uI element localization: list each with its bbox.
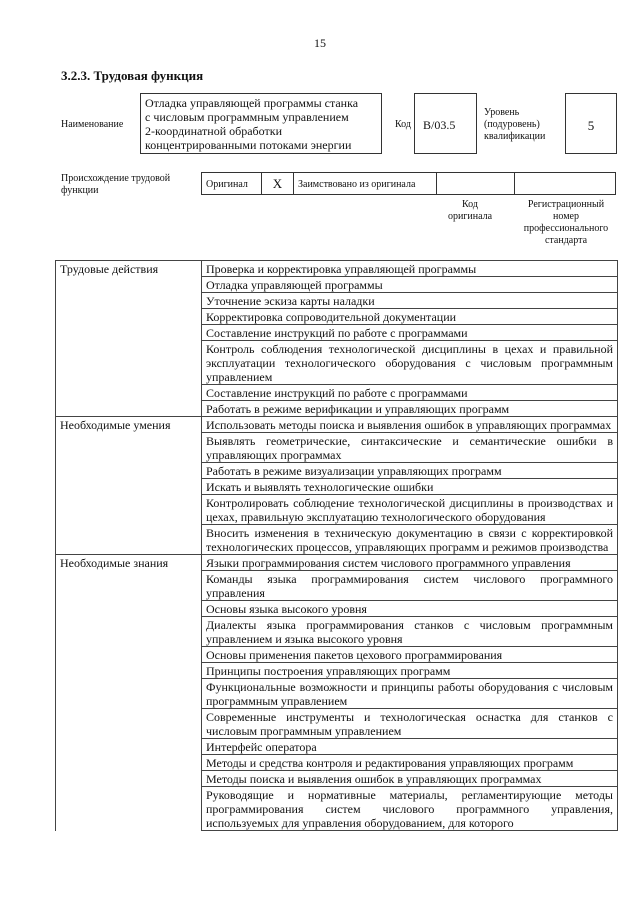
table-row: Руководящие и нормативные материалы, регламентирующие методы программирования систем числового программного управления, используемых для управления оборудованием, для которого xyxy=(202,787,618,831)
origin-label-line: Происхождение трудовой xyxy=(61,173,171,184)
function-name-box xyxy=(140,93,382,154)
table-row: Методы поиска и выявления ошибок в управляющих программах xyxy=(202,771,618,787)
table-row: Методы и средства контроля и редактирования управляющих программ xyxy=(202,755,618,771)
table-row: Составление инструкций по работе с программами xyxy=(202,325,618,341)
level-label-line: Уровень xyxy=(484,107,520,118)
table-row: Функциональные возможности и принципы работы оборудования с числовым программным управлением xyxy=(202,679,618,709)
page-number: 15 xyxy=(314,36,326,50)
original-label: Оригинал xyxy=(202,173,262,194)
table-row: Команды языка программирования систем числового программного управления xyxy=(202,571,618,601)
registration-number-cell xyxy=(515,173,615,194)
table-row: Принципы построения управляющих программ xyxy=(202,663,618,679)
origin-table xyxy=(201,172,616,195)
registration-caption xyxy=(516,199,616,247)
group-title-required-skills: Необходимые умения xyxy=(56,417,202,433)
table-row: Уточнение эскиза карты наладки xyxy=(202,293,618,309)
code-value: B/03.5 xyxy=(414,93,477,154)
table-row: Использовать методы поиска и выявления ошибок в управляющих программах xyxy=(202,417,618,433)
table-row: Выявлять геометрические, синтаксические и семантические ошибки в управляющих программах xyxy=(202,433,618,463)
origin-label xyxy=(61,173,201,197)
origin-label-line: функции xyxy=(61,185,99,196)
original-mark: X xyxy=(262,173,294,194)
table-row: Основы языка высокого уровня xyxy=(202,601,618,617)
table-row: Корректировка сопроводительной документации xyxy=(202,309,618,325)
borrowed-label: Заимствовано из оригинала xyxy=(294,173,437,194)
code-caption-line: оригинала xyxy=(447,211,493,222)
table-row: Диалекты языка программирования станков с числовым программным управлением и языка высокого уровня xyxy=(202,617,618,647)
table-row: Контролировать соблюдение технологической дисциплины в производствах и цехах, правильную эксплуатацию технологического оборудования xyxy=(202,495,618,525)
registration-caption-line: стандарта xyxy=(544,235,588,246)
level-label-line: квалификации xyxy=(484,131,546,142)
table-row: Отладка управляющей программы xyxy=(202,277,618,293)
section-title: 3.2.3. Трудовая функция xyxy=(61,68,204,83)
level-label xyxy=(484,107,545,143)
table-row: Составление инструкций по работе с программами xyxy=(202,385,618,401)
table-row: Современные инструменты и технологическая оснастка для станков с числовым программным управлением xyxy=(202,709,618,739)
function-name-line: концентрированными потоками энергии xyxy=(145,138,352,152)
registration-caption-line: профессионального xyxy=(523,223,609,234)
original-code-cell xyxy=(437,173,515,194)
level-label-line: (подуровень) xyxy=(484,119,540,130)
registration-caption-line: Регистрационный xyxy=(527,199,605,210)
code-caption xyxy=(440,199,500,223)
table-row: Проверка и корректировка управляющей программы xyxy=(202,261,618,277)
group-title-required-knowledge: Необходимые знания xyxy=(56,555,202,571)
table-row: Искать и выявлять технологические ошибки xyxy=(202,479,618,495)
function-name-line: с числовым программным управлением xyxy=(145,110,349,124)
table-row: Языки программирования систем числового программного управления xyxy=(202,555,618,571)
code-label: Код xyxy=(395,119,411,130)
table-row: Контроль соблюдения технологической дисциплины в цехах и правильной эксплуатации технологического оборудования с числовым программным управлением xyxy=(202,341,618,385)
table-row: Работать в режиме верификации и управляющих программ xyxy=(202,401,618,417)
function-name-line: Отладка управляющей программы станка xyxy=(145,96,359,110)
code-caption-line: Код xyxy=(462,199,478,210)
table-row: Основы применения пакетов цехового программирования xyxy=(202,647,618,663)
group-title-labor-actions: Трудовые действия xyxy=(56,261,202,277)
function-details-table xyxy=(55,260,618,831)
table-row: Вносить изменения в техническую документацию в связи с корректировкой технологических процессов, управляющих программ и режимов производства xyxy=(202,525,618,555)
name-label: Наименование xyxy=(61,119,124,130)
table-row: Работать в режиме визуализации управляющих программ xyxy=(202,463,618,479)
function-name-line: 2-координатной обработки xyxy=(145,124,282,138)
registration-caption-line: номер xyxy=(553,211,579,222)
table-row: Интерфейс оператора xyxy=(202,739,618,755)
level-value: 5 xyxy=(565,93,617,154)
